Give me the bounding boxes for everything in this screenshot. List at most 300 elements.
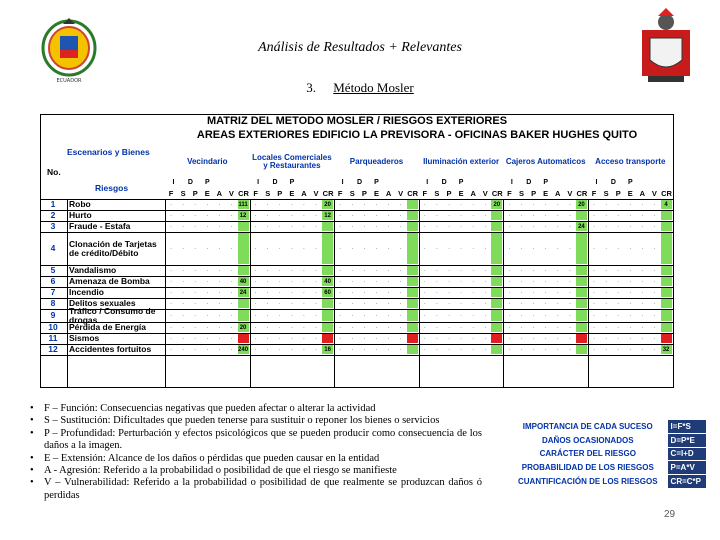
factor-cell: · bbox=[230, 346, 233, 353]
factor-cell: · bbox=[266, 212, 269, 219]
factor-cell: · bbox=[315, 267, 317, 274]
factor-cell: · bbox=[641, 212, 644, 219]
factor-cell: · bbox=[206, 300, 209, 307]
factor-cell: · bbox=[556, 300, 559, 307]
factor-cell: · bbox=[375, 212, 378, 219]
factor-cell: · bbox=[532, 201, 535, 208]
row-divider bbox=[41, 355, 673, 356]
factor-cell: · bbox=[556, 245, 559, 252]
factor-cell: · bbox=[641, 245, 644, 252]
factor-letter: A bbox=[639, 189, 646, 198]
factor-cell: · bbox=[508, 245, 511, 252]
factor-cell: · bbox=[629, 212, 632, 219]
factor-cell: · bbox=[278, 245, 281, 252]
factor-cell: · bbox=[375, 245, 378, 252]
sub-header-label: P bbox=[458, 179, 464, 186]
factor-cell: · bbox=[605, 300, 608, 307]
risk-score-cell: 4 bbox=[661, 200, 672, 209]
factor-letter: P bbox=[277, 189, 283, 198]
factor-letter: S bbox=[603, 189, 609, 198]
sub-header-label: P bbox=[627, 179, 633, 186]
factor-cell: · bbox=[399, 312, 402, 319]
factor-cell: · bbox=[593, 267, 595, 274]
sub-header-label: P bbox=[289, 179, 295, 186]
factor-cell: · bbox=[290, 201, 293, 208]
factor-cell: · bbox=[254, 223, 257, 230]
factor-cell: · bbox=[629, 289, 632, 296]
factor-cell: · bbox=[375, 312, 378, 319]
sub-header-label: I bbox=[426, 179, 429, 186]
factor-cell: · bbox=[520, 223, 523, 230]
factor-cell: · bbox=[399, 335, 402, 342]
factor-cell: · bbox=[641, 267, 644, 274]
factor-cell: · bbox=[460, 223, 462, 230]
factor-cell: · bbox=[617, 212, 620, 219]
factor-cell: · bbox=[435, 267, 438, 274]
factor-cell: · bbox=[641, 300, 644, 307]
risk-score-cell bbox=[322, 299, 333, 308]
factor-cell: · bbox=[351, 335, 354, 342]
note-item: • E – Extensión: Alcance de los daños o pérdidas que pueden causar en la entidad bbox=[28, 453, 482, 465]
factor-letter: V bbox=[313, 189, 319, 198]
factor-cell: · bbox=[194, 335, 197, 342]
factor-cell: · bbox=[399, 278, 402, 285]
factor-cell: · bbox=[641, 335, 644, 342]
risk-score-cell bbox=[661, 288, 672, 297]
factor-letter: F bbox=[337, 189, 343, 198]
sub-header-label: D bbox=[272, 179, 278, 186]
risk-score-cell bbox=[407, 266, 418, 275]
factor-cell: · bbox=[423, 335, 426, 342]
risk-score-cell: 32 bbox=[661, 345, 672, 354]
factor-cell: · bbox=[629, 346, 632, 353]
factor-cell: · bbox=[315, 335, 317, 342]
factor-cell: · bbox=[254, 335, 257, 342]
factor-letter: V bbox=[398, 189, 404, 198]
factor-cell: · bbox=[568, 312, 571, 319]
factor-cell: · bbox=[641, 201, 644, 208]
factor-cell: · bbox=[472, 201, 475, 208]
factor-cell: · bbox=[375, 324, 378, 331]
factor-cell: · bbox=[532, 212, 535, 219]
factor-cell: · bbox=[617, 312, 620, 319]
factor-cell: · bbox=[387, 289, 390, 296]
risk-score-cell bbox=[322, 323, 333, 332]
factor-cell: · bbox=[230, 312, 233, 319]
factor-cell: · bbox=[218, 212, 221, 219]
section-title: Método Mosler bbox=[333, 80, 414, 95]
factor-cell: · bbox=[435, 289, 438, 296]
factor-cell: · bbox=[194, 245, 197, 252]
factor-cell: · bbox=[266, 245, 269, 252]
factor-cell: · bbox=[544, 335, 547, 342]
factor-cell: · bbox=[170, 245, 172, 252]
factor-letter: CR bbox=[322, 189, 334, 198]
factor-cell: · bbox=[460, 289, 462, 296]
factor-cell: · bbox=[351, 312, 354, 319]
factor-cell: · bbox=[218, 278, 221, 285]
factor-cell: · bbox=[568, 289, 571, 296]
factor-cell: · bbox=[399, 346, 402, 353]
factor-cell: · bbox=[520, 312, 523, 319]
factor-cell: · bbox=[617, 267, 620, 274]
factor-cell: · bbox=[568, 267, 571, 274]
factor-cell: · bbox=[206, 346, 209, 353]
factor-cell: · bbox=[230, 324, 233, 331]
risk-score-cell bbox=[661, 266, 672, 275]
factor-cell: · bbox=[423, 324, 426, 331]
factor-cell: · bbox=[182, 335, 185, 342]
factor-cell: · bbox=[484, 278, 487, 285]
factor-cell: · bbox=[206, 278, 209, 285]
factor-cell: · bbox=[448, 245, 450, 252]
factor-cell: · bbox=[266, 289, 269, 296]
factor-cell: · bbox=[435, 346, 438, 353]
factor-cell: · bbox=[448, 267, 450, 274]
factor-cell: · bbox=[315, 324, 317, 331]
factor-cell: · bbox=[556, 289, 559, 296]
factor-cell: · bbox=[472, 278, 475, 285]
factor-cell: · bbox=[653, 245, 656, 252]
risk-score-cell bbox=[407, 288, 418, 297]
factor-cell: · bbox=[339, 212, 342, 219]
factor-cell: · bbox=[448, 223, 450, 230]
factor-cell: · bbox=[315, 212, 317, 219]
factor-cell: · bbox=[363, 212, 366, 219]
factor-cell: · bbox=[194, 289, 197, 296]
factor-cell: · bbox=[170, 267, 172, 274]
risk-score-cell bbox=[407, 345, 418, 354]
factor-cell: · bbox=[484, 223, 487, 230]
factor-cell: · bbox=[170, 312, 172, 319]
factor-letter: V bbox=[651, 189, 657, 198]
factor-cell: · bbox=[206, 267, 209, 274]
sub-header-label: I bbox=[172, 179, 175, 186]
scenario-header: Cajeros Automaticos bbox=[505, 156, 586, 166]
factor-cell: · bbox=[182, 324, 185, 331]
factor-cell: · bbox=[653, 300, 656, 307]
factor-cell: · bbox=[544, 300, 547, 307]
factor-cell: · bbox=[556, 201, 559, 208]
factor-letter: S bbox=[434, 189, 440, 198]
factor-cell: · bbox=[194, 201, 197, 208]
factor-cell: · bbox=[303, 201, 305, 208]
factor-cell: · bbox=[194, 324, 197, 331]
factor-cell: · bbox=[230, 212, 233, 219]
risk-name: Fraude - Estafa bbox=[69, 221, 131, 232]
factor-letter: V bbox=[567, 189, 573, 198]
risk-score-cell bbox=[661, 334, 672, 343]
factor-cell: · bbox=[544, 278, 547, 285]
risk-name: Accidentes fortuitos bbox=[69, 344, 152, 355]
risk-score-cell: 60 bbox=[322, 288, 333, 297]
factor-cell: · bbox=[303, 346, 305, 353]
factor-cell: · bbox=[653, 346, 656, 353]
risk-score-cell: 20 bbox=[322, 200, 333, 209]
factor-cell: · bbox=[230, 201, 233, 208]
legend-label: IMPORTANCIA DE CADA SUCESO bbox=[508, 422, 668, 431]
factor-cell: · bbox=[641, 289, 644, 296]
factor-cell: · bbox=[218, 289, 221, 296]
factor-cell: · bbox=[182, 289, 185, 296]
factor-cell: · bbox=[399, 212, 402, 219]
factor-cell: · bbox=[617, 346, 620, 353]
factor-cell: · bbox=[508, 312, 511, 319]
factor-cell: · bbox=[278, 212, 281, 219]
factor-cell: · bbox=[484, 346, 487, 353]
factor-cell: · bbox=[363, 267, 366, 274]
legend-row bbox=[508, 475, 706, 489]
factor-cell: · bbox=[387, 267, 390, 274]
factor-cell: · bbox=[230, 300, 233, 307]
note-item: • S – Sustitución: Dificultades que pueden tenerse para sustituir o reponer los bienes o servicios bbox=[28, 415, 482, 427]
factor-cell: · bbox=[472, 245, 475, 252]
sub-header-row bbox=[588, 179, 639, 189]
factor-cell: · bbox=[375, 278, 378, 285]
factor-cell: · bbox=[206, 335, 209, 342]
factor-cell: · bbox=[230, 245, 233, 252]
factor-cell: · bbox=[484, 212, 487, 219]
factor-cell: · bbox=[532, 324, 535, 331]
factor-cell: · bbox=[194, 346, 197, 353]
factor-cell: · bbox=[484, 300, 487, 307]
factor-cell: · bbox=[339, 300, 342, 307]
factor-cell: · bbox=[218, 245, 221, 252]
scenario-header: Acceso transporte bbox=[595, 156, 666, 166]
factor-cell: · bbox=[266, 335, 269, 342]
factor-cell: · bbox=[375, 300, 378, 307]
factor-cell: · bbox=[375, 267, 378, 274]
factor-cell: · bbox=[448, 212, 450, 219]
factor-cell: · bbox=[435, 324, 438, 331]
factor-cell: · bbox=[472, 223, 475, 230]
risk-score-cell: 24 bbox=[576, 222, 587, 231]
risk-score-cell: 24 bbox=[238, 288, 249, 297]
factor-cell: · bbox=[508, 346, 511, 353]
factor-letter: S bbox=[519, 189, 525, 198]
risk-score-cell bbox=[491, 323, 502, 332]
risk-score-cell bbox=[407, 222, 418, 231]
factor-cell: · bbox=[423, 267, 426, 274]
risk-name: Sismos bbox=[69, 333, 100, 344]
factor-cell: · bbox=[339, 335, 342, 342]
risk-score-cell bbox=[238, 299, 249, 308]
factor-cell: · bbox=[617, 245, 620, 252]
factor-cell: · bbox=[399, 223, 402, 230]
legend-code: C=I+D bbox=[668, 448, 706, 461]
factor-cell: · bbox=[568, 245, 571, 252]
risk-name: Hurto bbox=[69, 210, 92, 221]
factor-letter: S bbox=[265, 189, 271, 198]
factor-cell: · bbox=[544, 346, 547, 353]
factor-cell: · bbox=[520, 278, 523, 285]
factor-cell: · bbox=[484, 201, 487, 208]
risk-score-cell bbox=[661, 233, 672, 264]
factor-cell: · bbox=[218, 312, 221, 319]
factor-cell: · bbox=[230, 278, 233, 285]
factor-cell: · bbox=[544, 212, 547, 219]
page-title: Análisis de Resultados + Relevantes bbox=[258, 40, 462, 55]
factor-cell: · bbox=[605, 245, 608, 252]
factor-cell: · bbox=[218, 223, 221, 230]
factor-cell: · bbox=[182, 312, 185, 319]
note-item: • V – Vulnerabilidad: Referido a la probabilidad o posibilidad de que realmente se produzcan daños ó perdidas bbox=[28, 477, 482, 502]
factor-cell: · bbox=[387, 324, 390, 331]
factor-cell: · bbox=[435, 312, 438, 319]
factor-cell: · bbox=[556, 212, 559, 219]
factor-cell: · bbox=[182, 212, 185, 219]
factor-cell: · bbox=[460, 335, 462, 342]
risk-number: 3 bbox=[50, 221, 56, 231]
factor-cell: · bbox=[605, 324, 608, 331]
factor-cell: · bbox=[315, 278, 317, 285]
factor-cell: · bbox=[448, 300, 450, 307]
factor-cell: · bbox=[460, 278, 462, 285]
factor-cell: · bbox=[339, 289, 342, 296]
factor-cell: · bbox=[315, 289, 317, 296]
factor-cell: · bbox=[182, 300, 185, 307]
factor-cell: · bbox=[170, 201, 172, 208]
sub-header-label: D bbox=[187, 179, 193, 186]
risk-score-cell: 20 bbox=[238, 323, 249, 332]
factor-cell: · bbox=[556, 335, 559, 342]
factor-cell: · bbox=[544, 201, 547, 208]
factor-cell: · bbox=[653, 335, 656, 342]
sub-header-label: D bbox=[526, 179, 532, 186]
risk-number: 1 bbox=[50, 199, 56, 209]
factor-cell: · bbox=[593, 312, 595, 319]
factor-cell: · bbox=[170, 324, 172, 331]
factor-cell: · bbox=[290, 212, 293, 219]
risk-number: 5 bbox=[50, 265, 56, 275]
sub-header-label: I bbox=[510, 179, 513, 186]
risk-score-cell: 12 bbox=[322, 211, 333, 220]
factor-cell: · bbox=[315, 223, 317, 230]
risk-score-cell bbox=[491, 299, 502, 308]
factor-letters-row bbox=[419, 189, 504, 199]
factor-cell: · bbox=[653, 212, 656, 219]
risk-score-cell: 20 bbox=[576, 200, 587, 209]
factor-cell: · bbox=[653, 312, 656, 319]
factor-letter: E bbox=[289, 189, 295, 198]
factor-cell: · bbox=[520, 267, 523, 274]
factor-cell: · bbox=[605, 201, 608, 208]
risk-score-cell bbox=[238, 310, 249, 321]
formula-legend bbox=[508, 420, 706, 487]
factor-cell: · bbox=[254, 346, 257, 353]
sub-header-row bbox=[419, 179, 470, 189]
factor-cell: · bbox=[218, 346, 221, 353]
factor-letter: CR bbox=[491, 189, 503, 198]
risk-number: 11 bbox=[48, 333, 58, 343]
factor-cell: · bbox=[423, 312, 426, 319]
risk-name: Robo bbox=[69, 199, 91, 210]
factor-cell: · bbox=[423, 289, 426, 296]
factor-cell: · bbox=[629, 245, 632, 252]
scenario-header: Iluminación exterior bbox=[423, 156, 500, 166]
factor-cell: · bbox=[218, 267, 221, 274]
legend-label: CUANTIFICACIÓN DE LOS RIESGOS bbox=[508, 477, 668, 486]
factor-cell: · bbox=[617, 335, 620, 342]
factor-cell: · bbox=[303, 300, 305, 307]
factor-cell: · bbox=[423, 300, 426, 307]
factor-cell: · bbox=[206, 245, 209, 252]
factor-cell: · bbox=[532, 335, 535, 342]
risk-number: 2 bbox=[50, 210, 56, 220]
factor-cell: · bbox=[351, 267, 354, 274]
mosler-matrix bbox=[40, 114, 674, 388]
factor-cell: · bbox=[593, 212, 595, 219]
risk-score-cell bbox=[322, 222, 333, 231]
factor-cell: · bbox=[472, 267, 475, 274]
factor-cell: · bbox=[266, 312, 269, 319]
factor-cell: · bbox=[520, 335, 523, 342]
factor-cell: · bbox=[194, 212, 197, 219]
factor-cell: · bbox=[266, 223, 269, 230]
factor-cell: · bbox=[170, 346, 172, 353]
factor-cell: · bbox=[303, 212, 305, 219]
factor-cell: · bbox=[629, 201, 632, 208]
factor-cell: · bbox=[472, 346, 475, 353]
factor-cell: · bbox=[605, 278, 608, 285]
factor-cell: · bbox=[544, 289, 547, 296]
factor-cell: · bbox=[351, 346, 354, 353]
factor-cell: · bbox=[653, 223, 656, 230]
factor-cell: · bbox=[351, 201, 354, 208]
factor-cell: · bbox=[472, 289, 475, 296]
factor-cell: · bbox=[363, 324, 366, 331]
sub-header-label: D bbox=[357, 179, 363, 186]
factor-cell: · bbox=[472, 212, 475, 219]
legend-label: PROBABILIDAD DE LOS RIESGOS bbox=[508, 463, 668, 472]
factor-cell: · bbox=[653, 267, 656, 274]
factor-cell: · bbox=[593, 300, 595, 307]
factor-cell: · bbox=[508, 300, 511, 307]
factor-cell: · bbox=[290, 278, 293, 285]
sub-header-label: D bbox=[610, 179, 616, 186]
factor-cell: · bbox=[653, 278, 656, 285]
factor-cell: · bbox=[363, 346, 366, 353]
risk-score-cell bbox=[407, 299, 418, 308]
factor-cell: · bbox=[508, 201, 511, 208]
risk-score-cell bbox=[576, 211, 587, 220]
factor-cell: · bbox=[568, 223, 571, 230]
factor-cell: · bbox=[532, 289, 535, 296]
factor-cell: · bbox=[593, 278, 595, 285]
factor-cell: · bbox=[435, 278, 438, 285]
factor-cell: · bbox=[230, 289, 233, 296]
risk-score-cell bbox=[576, 277, 587, 286]
risk-score-cell bbox=[322, 310, 333, 321]
factor-cell: · bbox=[194, 223, 197, 230]
factor-cell: · bbox=[278, 312, 281, 319]
risk-number: 6 bbox=[50, 276, 56, 286]
factor-cell: · bbox=[363, 223, 366, 230]
factor-cell: · bbox=[170, 278, 172, 285]
factor-cell: · bbox=[508, 278, 511, 285]
factor-cell: · bbox=[218, 300, 221, 307]
factor-cell: · bbox=[605, 267, 608, 274]
factor-cell: · bbox=[290, 312, 293, 319]
risk-name: Pérdida de Energía bbox=[69, 322, 146, 333]
factor-cell: · bbox=[508, 212, 511, 219]
risk-score-cell bbox=[661, 222, 672, 231]
factor-cell: · bbox=[532, 245, 535, 252]
factor-cell: · bbox=[303, 223, 305, 230]
factor-cell: · bbox=[399, 245, 402, 252]
factor-letter: E bbox=[627, 189, 633, 198]
factor-cell: · bbox=[629, 335, 632, 342]
